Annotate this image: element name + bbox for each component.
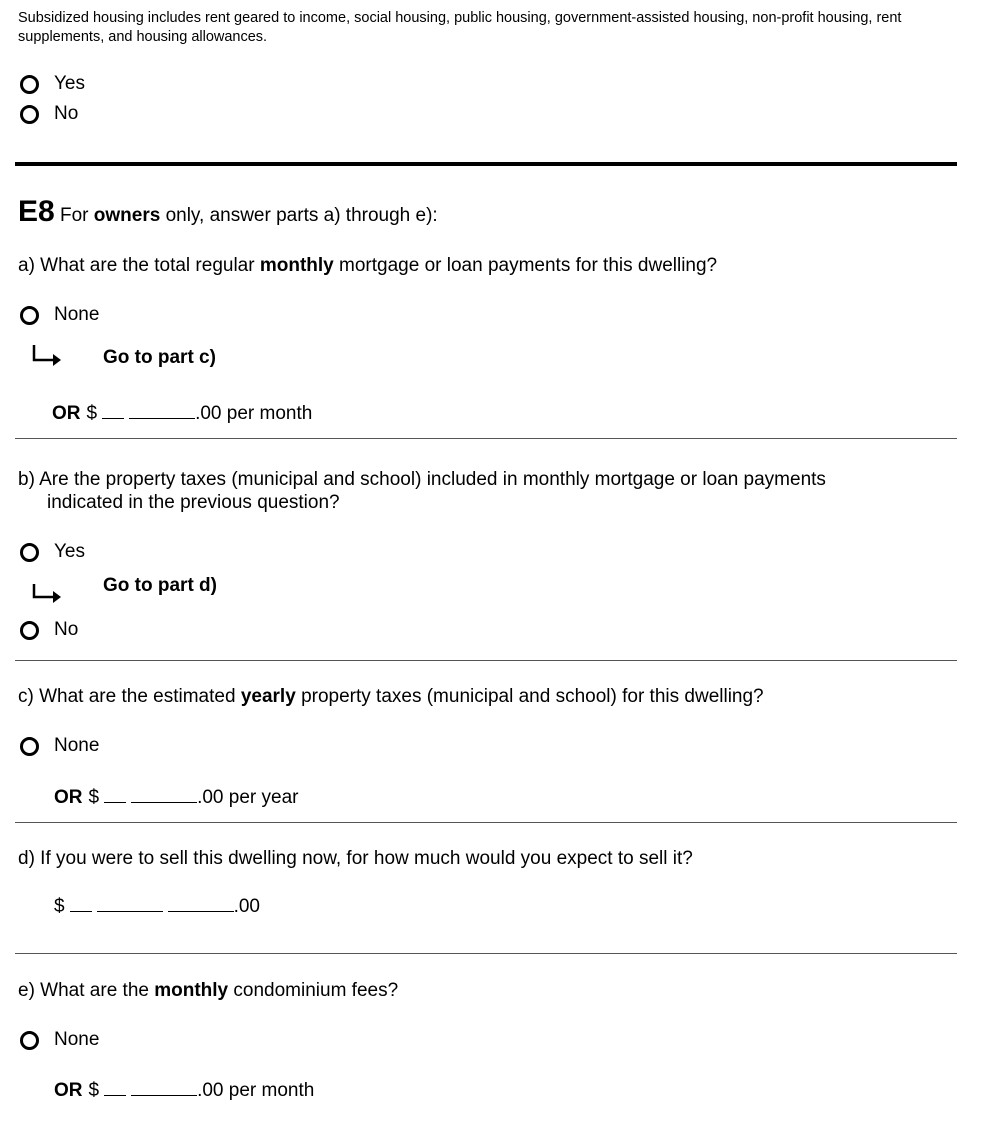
- part-a-skip-instruction: Go to part c): [103, 347, 216, 368]
- option-label: None: [54, 735, 100, 756]
- part-e-q-bold: monthly: [154, 980, 229, 1001]
- part-divider: [15, 953, 957, 954]
- part-d-amount-field[interactable]: [54, 894, 260, 918]
- digit-blank[interactable]: [129, 401, 195, 419]
- radio-circle-icon[interactable]: [20, 737, 39, 756]
- question-e8-heading: [18, 195, 438, 229]
- part-b-skip-instruction: Go to part d): [103, 575, 217, 596]
- digit-blank[interactable]: [131, 785, 197, 803]
- part-a-amount-field[interactable]: [52, 401, 312, 425]
- digit-blank[interactable]: [131, 1078, 197, 1096]
- radio-circle-icon[interactable]: [20, 105, 39, 124]
- part-c-amount-field[interactable]: [54, 785, 298, 809]
- option-label: No: [54, 103, 79, 124]
- currency-symbol: $: [88, 1080, 100, 1101]
- part-e-none-option[interactable]: [20, 1029, 99, 1051]
- part-divider: [15, 438, 957, 439]
- digit-blank[interactable]: [102, 401, 124, 419]
- currency-symbol: $: [86, 403, 98, 424]
- part-d-question: d) If you were to sell this dwelling now, for how much would you expect to sell it?: [18, 848, 693, 869]
- currency-symbol: $: [88, 787, 100, 808]
- part-b-question-line1: b) Are the property taxes (municipal and school) included in monthly mortgage or loan payments: [18, 469, 826, 490]
- or-label: OR: [52, 403, 81, 424]
- part-divider: [15, 660, 957, 661]
- part-c-q-bold: yearly: [240, 686, 296, 707]
- digit-blank[interactable]: [168, 894, 234, 912]
- digit-blank[interactable]: [70, 894, 92, 912]
- subsidized-housing-note: Subsidized housing includes rent geared to income, social housing, public housing, government-assisted housing, non-profit housing, rent supplements, and housing allowances.: [18, 10, 902, 45]
- option-label: None: [54, 1029, 100, 1050]
- amount-suffix: .00 per year: [197, 787, 299, 808]
- radio-circle-icon[interactable]: [20, 306, 39, 325]
- down-right-arrow-icon: [30, 582, 64, 606]
- part-e-q-pre: e) What are the: [18, 980, 149, 1001]
- or-label: OR: [54, 1080, 83, 1101]
- section-divider: [15, 162, 957, 166]
- part-a-q-post: mortgage or loan payments for this dwelling?: [339, 255, 718, 276]
- option-label: None: [54, 304, 100, 325]
- part-e-q-post: condominium fees?: [233, 980, 399, 1001]
- part-divider: [15, 822, 957, 823]
- amount-suffix: .00 per month: [197, 1080, 315, 1101]
- or-label: OR: [54, 787, 83, 808]
- down-right-arrow-icon: [30, 343, 64, 367]
- digit-blank[interactable]: [104, 1078, 126, 1096]
- e8-lead-pre: For: [59, 205, 89, 226]
- part-c-none-option[interactable]: [20, 735, 99, 757]
- part-a-q-pre: a) What are the total regular: [18, 255, 255, 276]
- e8-lead-post: only, answer parts a) through e):: [165, 205, 438, 226]
- part-b-question-line2: indicated in the previous question?: [47, 492, 340, 513]
- subsidized-yes-option[interactable]: [20, 73, 85, 95]
- part-a-q-bold: monthly: [259, 255, 334, 276]
- part-b-yes-option[interactable]: [20, 541, 85, 563]
- digit-blank[interactable]: [97, 894, 163, 912]
- part-e-amount-field[interactable]: [54, 1078, 314, 1102]
- subsidized-no-option[interactable]: [20, 103, 78, 125]
- part-c-q-pre: c) What are the estimated: [18, 686, 236, 707]
- radio-circle-icon[interactable]: [20, 75, 39, 94]
- part-e-question: [18, 980, 398, 1002]
- part-c-question: [18, 686, 764, 708]
- option-label: No: [54, 619, 79, 640]
- part-a-none-option[interactable]: [20, 304, 99, 326]
- radio-circle-icon[interactable]: [20, 621, 39, 640]
- e8-lead-bold: owners: [93, 205, 161, 226]
- part-a-question: [18, 255, 717, 277]
- option-label: Yes: [54, 541, 85, 562]
- amount-suffix: .00 per month: [195, 403, 313, 424]
- part-b-no-option[interactable]: [20, 619, 78, 641]
- option-label: Yes: [54, 73, 85, 94]
- radio-circle-icon[interactable]: [20, 543, 39, 562]
- radio-circle-icon[interactable]: [20, 1031, 39, 1050]
- amount-suffix: .00: [233, 896, 260, 917]
- question-number: E8: [18, 195, 55, 228]
- currency-symbol: $: [54, 896, 65, 917]
- digit-blank[interactable]: [104, 785, 126, 803]
- part-c-q-post: property taxes (municipal and school) for this dwelling?: [301, 686, 764, 707]
